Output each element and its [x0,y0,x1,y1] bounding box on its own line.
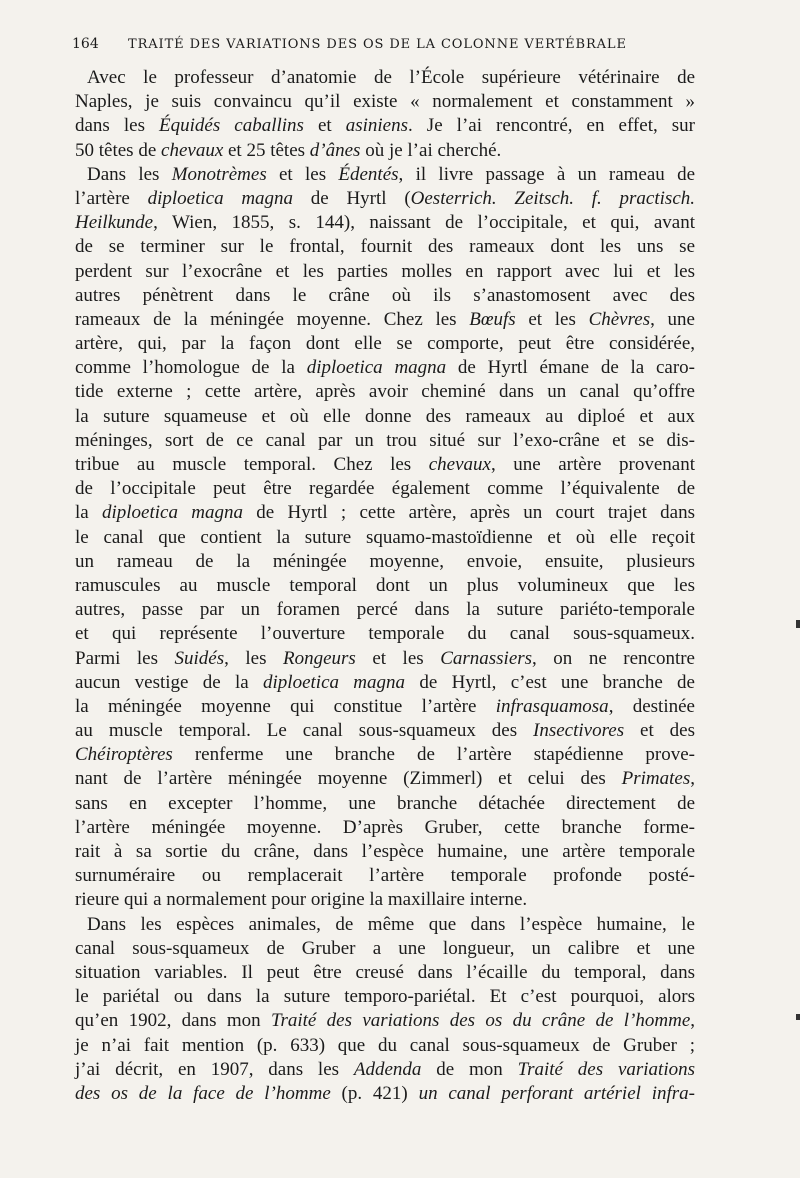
text-segment: le pariétal ou dans la suture temporo-pariétal. Et c’est pourquoi, alors [75,986,695,1008]
text-segment: ramuscules au muscle temporal dont un plus volumineux que les [75,574,695,596]
text-segment: nant de l’artère méningée moyenne (Zimmerl) et celui des [75,768,622,790]
text-line [75,163,695,187]
text-line [75,864,695,888]
italic-text: diploetica magna [102,502,243,524]
text-segment: au muscle temporal. Le canal sous-squameux des [75,720,534,742]
text-segment: la [75,502,102,524]
text-segment: sans en excepter l’homme, une branche détachée directement de [75,792,695,814]
text-line [75,260,695,284]
text-segment: , une artère provenant [490,454,695,475]
text-line [75,647,695,671]
text-segment: rieure qui a normalement pour origine la maxillaire interne. [75,889,528,911]
text-line [75,308,695,332]
italic-text: des os de la face de l’homme [75,1082,331,1104]
text-segment: (p. 421) [330,1082,419,1104]
text-line [75,985,695,1009]
text-line [75,816,695,840]
italic-text: Primates [621,768,691,790]
italic-text: chevaux [428,454,491,475]
text-line [75,743,695,767]
text-segment: Avec le professeur d’anatomie de l’École supérieure vétérinaire de [87,67,695,88]
italic-text: diploetica magna [263,671,406,693]
text-line [75,719,695,743]
italic-text: Carnassiers [440,647,533,669]
text-segment: renferme une branche de l’artère stapédienne prove- [172,744,695,766]
text-segment: méninges, sort de ce canal par un trou situé sur l’exo-crâne et se dis- [75,429,695,451]
text-line [75,1058,695,1082]
italic-text: Insectivores [533,720,625,742]
text-segment: et les [266,163,339,185]
text-line [75,840,695,864]
text-segment: le canal que contient la suture squamo-mastoïdienne et où elle reçoit [75,526,695,548]
text-line [75,1082,695,1106]
text-line [75,913,695,937]
text-segment: un rameau de la méningée moyenne, envoie, ensuite, plusieurs [75,550,695,572]
text-segment: surnuméraire ou remplacerait l’artère temporale profonde posté- [75,865,695,887]
text-line [75,695,695,719]
text-segment: de l’occipitale peut être regardée également comme l’équivalente de [75,478,695,500]
text-segment: la suture squameuse et où elle donne des rameaux au diploé et aux [75,405,695,427]
text-line [75,792,695,816]
text-line [75,211,695,235]
text-segment: comme l’homologue de la [75,357,307,379]
text-line [75,888,695,912]
italic-text: Heilkunde [75,212,154,234]
text-segment: de Hyrtl émane de la caro- [446,357,695,379]
text-segment: autres pénètrent dans le crâne où ils s’anastomosent avec des [75,284,695,306]
text-line [75,598,695,622]
italic-text: Suidés [174,647,225,669]
text-segment: , [690,768,695,790]
text-segment: de Hyrtl, c’est une branche de [405,671,695,693]
text-line [75,937,695,961]
text-segment: je n’ai fait mention (p. 633) que du canal sous-squameux de Gruber ; [75,1034,695,1056]
text-line [75,526,695,550]
text-segment: de mon [421,1058,518,1080]
text-segment: j’ai décrit, en 1907, dans les [75,1058,354,1080]
text-segment: Parmi les [75,647,175,669]
text-segment: , une [650,308,695,330]
text-line [75,66,695,90]
running-header [72,36,712,52]
text-line [75,235,695,259]
text-line [75,380,695,404]
text-line [75,671,695,695]
italic-text: diploetica magna [147,187,294,209]
text-segment: de Hyrtl ; cette artère, après un court trajet dans [243,502,696,524]
text-segment: aucun vestige de la [75,671,264,693]
text-segment: situation variables. Il peut être creusé dans l’écaille du temporal, dans [75,961,695,983]
text-segment: l’artère méningée moyenne. D’après Gruber, cette branche forme- [75,816,695,838]
text-segment: perdent sur l’exocrâne et les parties molles en rapport avec lui et les [75,260,695,282]
margin-mark [796,1014,800,1020]
italic-text: Monotrèmes [171,163,267,185]
italic-text: Équidés caballins [159,115,304,137]
text-line [75,139,695,163]
text-line [75,961,695,985]
text-line [75,574,695,598]
text-line [75,453,695,477]
italic-text: asiniens [345,115,409,137]
italic-text: Oesterrich. Zeitsch. f. practisch. [410,187,696,209]
text-segment: dans les [75,115,160,137]
running-title: TRAITÉ DES VARIATIONS DES OS DE LA COLONNE VERTÉBRALE [128,37,627,52]
text-segment: Dans les espèces animales, de même que dans l’espèce humaine, le [87,913,695,935]
text-segment: de Hyrtl ( [293,187,411,209]
text-segment: autres, passe par un foramen percé dans la suture pariéto-temporale [75,599,695,621]
italic-text: Traité des variations [517,1058,696,1080]
text-segment: tribue au muscle temporal. Chez les [75,454,429,475]
page-number: 164 [72,36,99,52]
text-segment: , [690,1010,695,1032]
text-segment: qu’en 1902, dans mon [75,1010,271,1032]
text-segment: et [303,115,346,137]
text-line [75,429,695,453]
text-segment: Dans les [87,163,172,185]
text-segment: , il livre passage à un rameau de [398,163,696,185]
text-segment: et les [515,308,589,330]
text-segment: Naples, je suis convaincu qu’il existe « normalement et constamment » [75,91,695,113]
text-line [75,332,695,356]
text-line [75,622,695,646]
text-segment: . Je l’ai rencontré, en effet, sur [408,115,695,137]
italic-text: Addenda [353,1058,422,1080]
text-line [75,767,695,791]
text-segment: 50 têtes de [75,139,162,161]
text-segment: tide externe ; cette artère, après avoir cheminé dans un canal qu’offre [75,381,695,403]
text-segment: , Wien, 1855, s. 144), naissant de l’occipitale, et qui, avant [153,212,695,234]
text-line [75,187,695,211]
text-segment: , les [224,647,283,669]
text-segment: et les [355,647,441,669]
margin-mark [796,620,800,628]
text-segment: et 25 têtes [223,139,310,161]
italic-text: infrasquamosa [495,695,609,717]
italic-text: Rongeurs [283,647,356,669]
text-segment: , on ne rencontre [532,647,695,669]
text-segment: rait à sa sortie du crâne, dans l’espèce humaine, une artère temporale [75,841,695,862]
text-segment: de se terminer sur le frontal, fournit des rameaux dont les uns se [75,236,695,258]
italic-text: Traité des variations des os du crâne de l’homme [270,1010,691,1032]
italic-text: chevaux [161,139,224,161]
text-line [75,501,695,525]
italic-text: un canal perforant artériel infra- [418,1082,696,1104]
italic-text: Chéiroptères [75,744,173,766]
text-line [75,405,695,429]
text-segment: canal sous-squameux de Gruber a une longueur, un calibre et une [75,937,695,959]
italic-text: Édentés [338,163,399,185]
text-line [75,90,695,114]
italic-text: Chèvres [588,308,651,330]
text-line [75,1009,695,1033]
text-segment: et des [624,720,695,742]
text-segment: , destinée [608,695,695,717]
body-text [75,66,695,1106]
text-segment: l’artère [75,187,148,209]
text-line [75,550,695,574]
text-segment: la méningée moyenne qui constitue l’artère [75,695,496,717]
text-segment: rameaux de la méningée moyenne. Chez les [75,308,470,330]
text-line [75,1034,695,1058]
text-line [75,284,695,308]
italic-text: d’ânes [309,139,361,161]
text-segment: et qui représente l’ouverture temporale du canal sous-squameux. [75,623,695,645]
text-line [75,356,695,380]
text-segment: où je l’ai cherché. [360,139,502,161]
text-line [75,477,695,501]
italic-text: Bœufs [469,308,516,330]
text-segment: artère, qui, par la façon dont elle se comporte, peut être considérée, [75,333,695,355]
italic-text: diploetica magna [306,357,447,379]
text-line [75,114,695,138]
